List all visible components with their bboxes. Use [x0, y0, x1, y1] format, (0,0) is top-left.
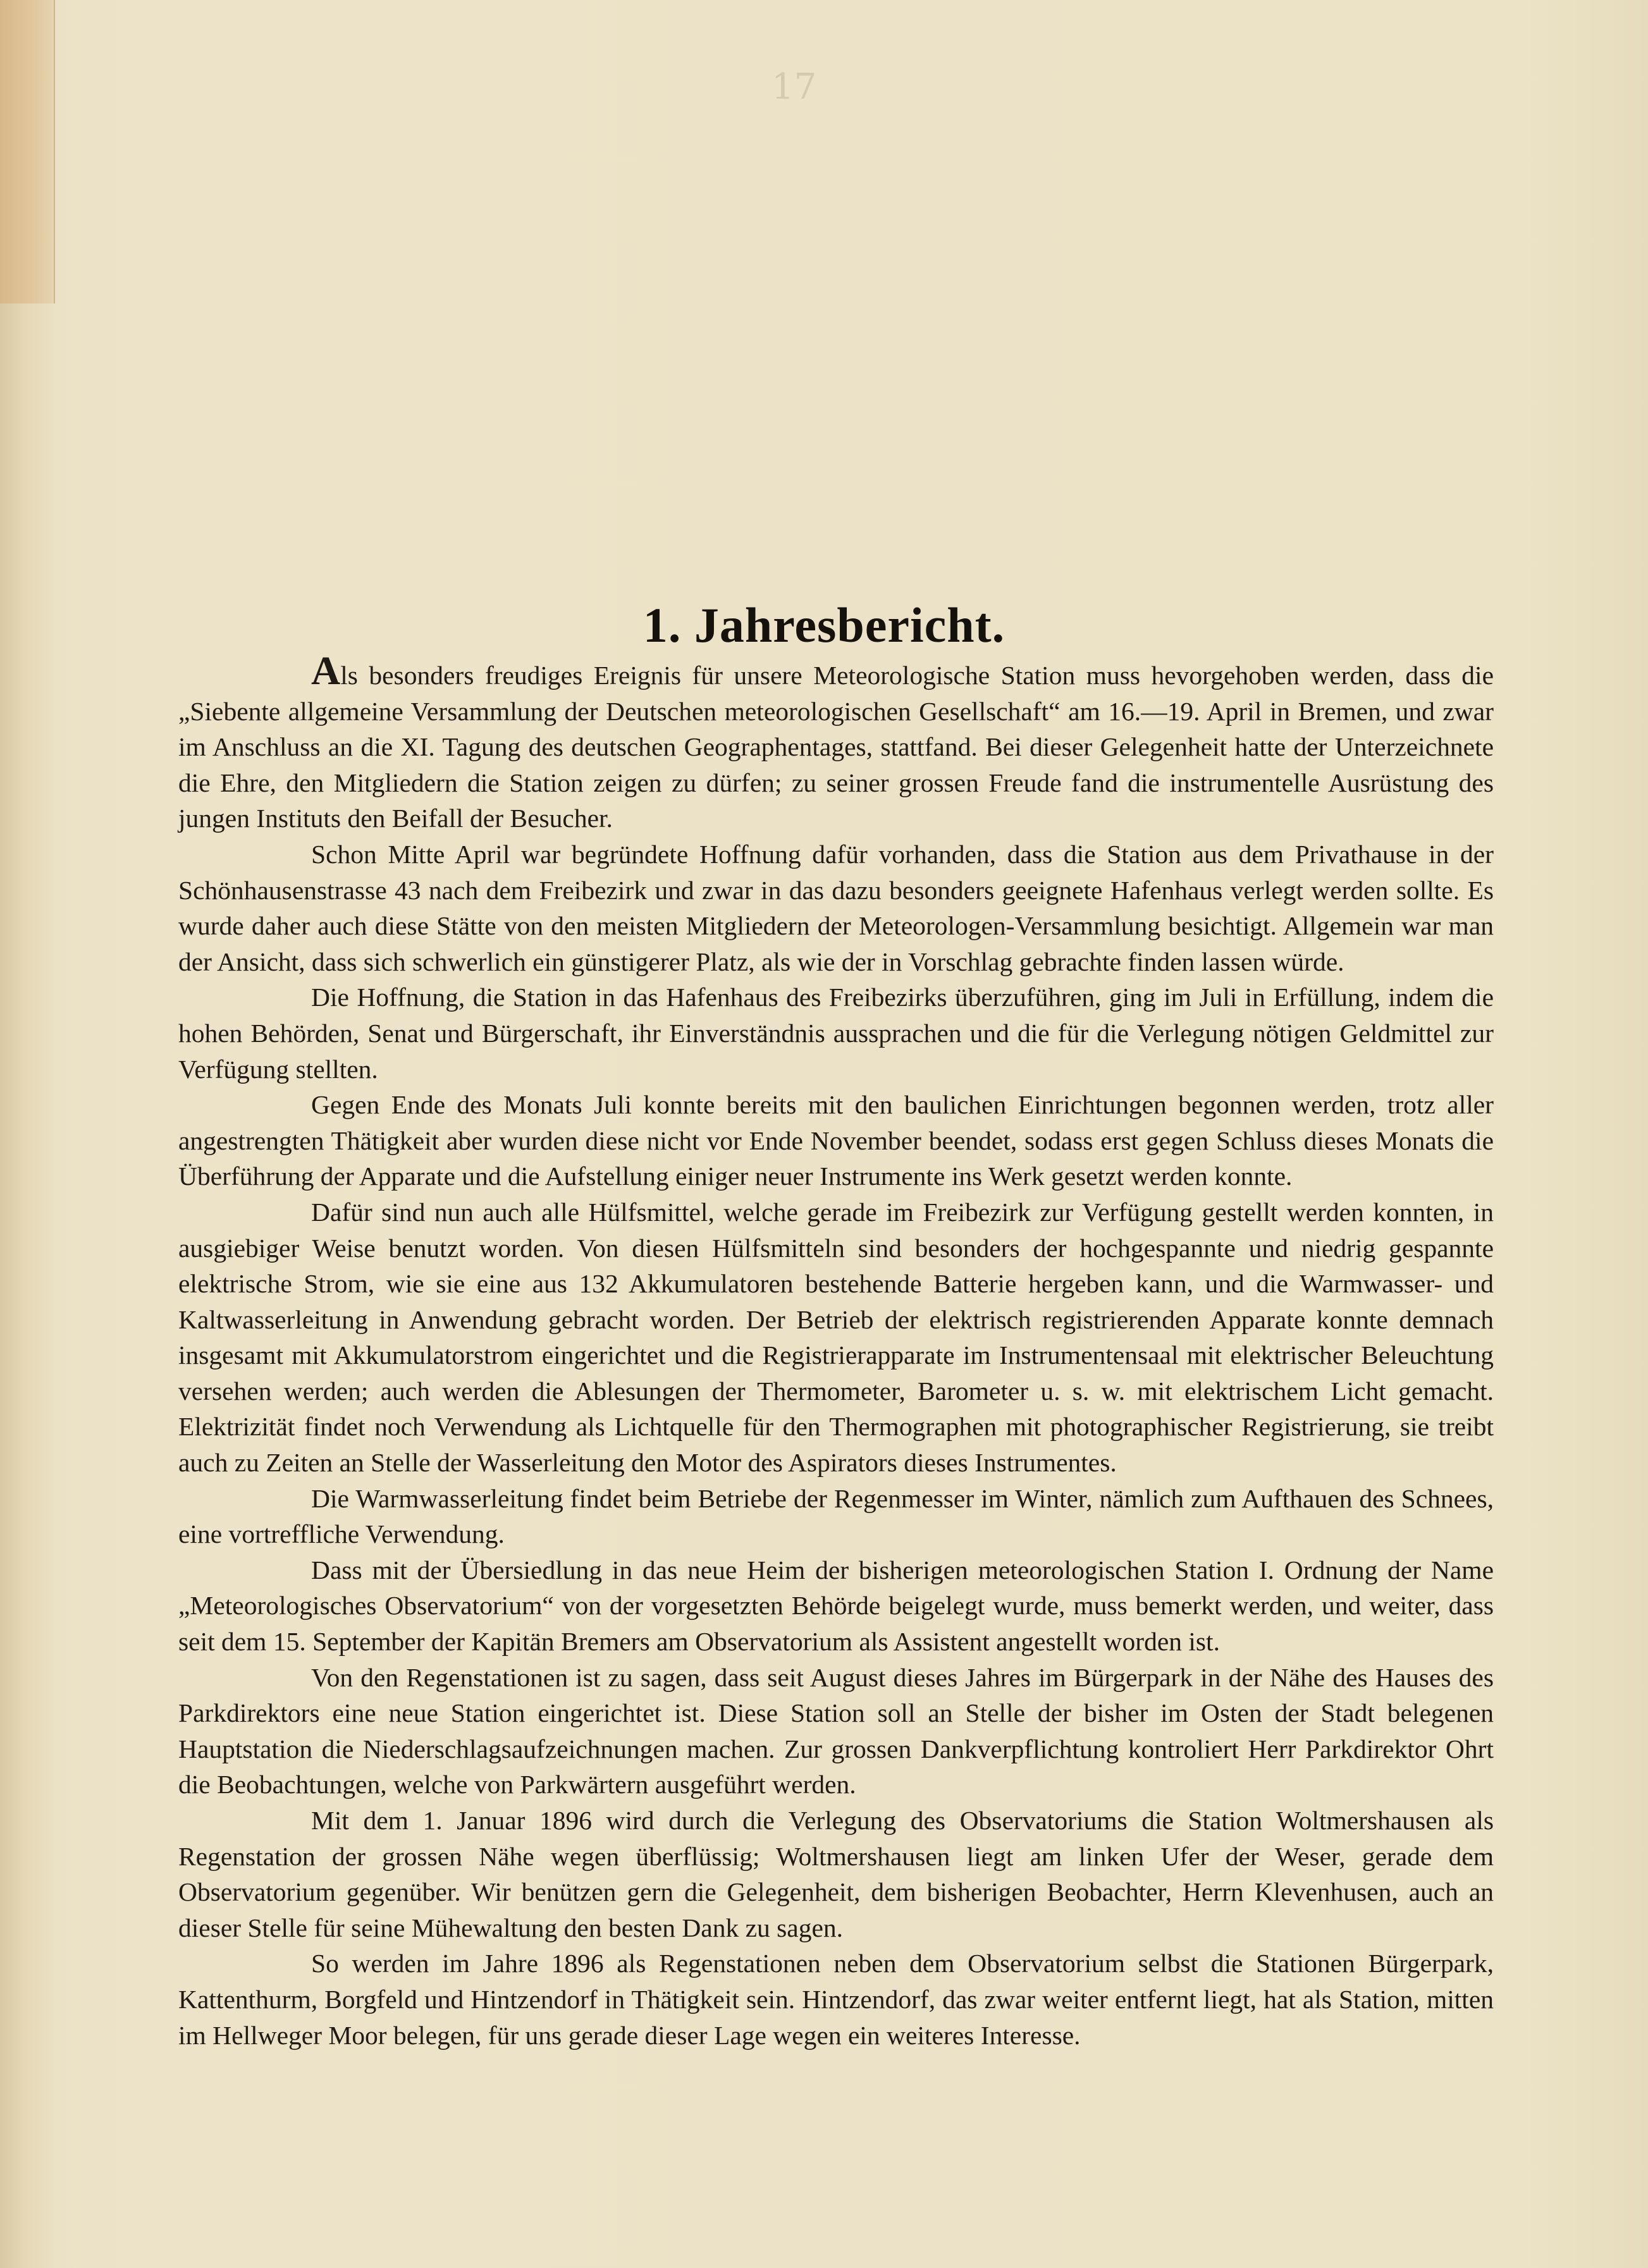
paragraph-1	[178, 648, 1494, 837]
page-title: 1. Jahresbericht.	[643, 598, 1005, 653]
paper-edge-strip	[0, 0, 55, 303]
paragraph-7: Dass mit der Übersiedlung in das neue Heim der bisherigen meteorologischen Station I. Ordnung der Name „Meteorologisches Observatorium“ von der vorgesetzten Behörde beigelegt wurde, muss bemerkt werden, und weiter, dass seit dem 15. September der Kapitän Bremers am Observatorium als Assistent angestellt worden ist.	[178, 1555, 1494, 1657]
paragraph-2: Schon Mitte April war begründete Hoffnung dafür vorhanden, dass die Station aus dem Privathause in der Schönhausenstrasse 43 nach dem Freibezirk und zwar in das dazu besonders geeignete Hafenhaus verlegt werden sollte. Es wurde daher auch diese Stätte von den meisten Mitgliedern der Meteorologen-Versammlung besichtigt. Allgemein war man der Ansicht, dass sich schwerlich ein günstigerer Platz, als wie der in Vorschlag gebrachte finden lassen würde.	[178, 839, 1494, 976]
paragraph-9: Mit dem 1. Januar 1896 wird durch die Verlegung des Observatoriums die Station Woltmershausen als Regenstation der grossen Nähe wegen überflüssig; Woltmershausen liegt am linken Ufer der Weser, gerade dem Observatorium gegenüber. Wir benützen gern die Gelegenheit, dem bisherigen Beobachter, Herrn Klevenhusen, auch an dieser Stelle für seine Mühewaltung den besten Dank zu sagen.	[178, 1806, 1494, 1942]
paragraph-4: Gegen Ende des Monats Juli konnte bereits mit den baulichen Einrichtungen begonnen werden, trotz aller angestrengten Thätigkeit aber wurden diese nicht vor Ende November beendet, sodass erst gegen Schluss dieses Monats die Überführung der Apparate und die Aufstellung einiger neuer Instrumente ins Werk gesetzt werden konnte.	[178, 1090, 1494, 1191]
paragraph-5: Dafür sind nun auch alle Hülfsmittel, welche gerade im Freibezirk zur Verfügung gestellt werden konnten, in ausgiebiger Weise benutzt worden. Von diesen Hülfsmitteln sind besonders der hochgespannte und niedrig gespannte elektrische Strom, wie sie eine aus 132 Akkumulatoren bestehende Batterie hergeben kann, und die Warmwasser- und Kaltwasserleitung in Anwendung gebracht worden. Der Betrieb der elektrisch registrierenden Apparate konnte demnach insgesamt mit Akkumulatorstrom eingerichtet und die Registrierapparate im Instrumentensaal mit elektrischer Beleuchtung versehen werden; auch werden die Ablesungen der Thermometer, Barometer u. s. w. mit elektrischem Licht gemacht. Elektrizität findet noch Verwendung als Lichtquelle für den Thermographen mit photographischer Registrierung, sie treibt auch zu Zeiten an Stelle der Wasserleitung den Motor des Aspirators dieses Instrumentes.	[178, 1197, 1494, 1478]
paragraph-text: ls besonders freudiges Ereignis für unsere Meteorologische Station muss hevorgehoben werden, dass die „Siebente allgemeine Versammlung der Deutschen meteorologischen Gesellschaft“ am 16.—19. April in Bremen, und zwar im Anschluss an die XI. Tagung des deutschen Geographentages, stattfand. Bei dieser Gelegenheit hatte der Unterzeichnete die Ehre, den Mitgliedern die Station zeigen zu dürfen; zu seiner grossen Freude fand die instrumentelle Ausrüstung des jungen Instituts den Beifall der Besucher.	[178, 661, 1494, 833]
faint-page-number: 17	[772, 66, 817, 107]
report-body	[178, 648, 1494, 2053]
paragraph-8: Von den Regenstationen ist zu sagen, dass seit August dieses Jahres im Bürgerpark in der Nähe des Hauses des Parkdirektors eine neue Station eingerichtet ist. Diese Station soll an Stelle der bisher im Osten der Stadt belegenen Hauptstation die Niederschlagsaufzeichnungen machen. Zur grossen Dankverpflichtung kontroliert Herr Parkdirektor Ohrt die Beobachtungen, welche von Parkwärtern ausgeführt werden.	[178, 1662, 1494, 1799]
paragraph-6: Die Warmwasserleitung findet beim Betriebe der Regenmesser im Winter, nämlich zum Aufthauen des Schnees, eine vortreffliche Verwendung.	[178, 1483, 1494, 1549]
dropcap: A	[311, 648, 341, 693]
paragraph-10: So werden im Jahre 1896 als Regenstationen neben dem Observatorium selbst die Stationen Bürgerpark, Kattenthurm, Borgfeld und Hintzendorf in Thätigkeit sein. Hintzendorf, das zwar weiter entfernt liegt, hat als Station, mitten im Hellweger Moor belegen, für uns gerade dieser Lage wegen ein weiteres Interesse.	[178, 1949, 1494, 2050]
paragraph-3: Die Hoffnung, die Station in das Hafenhaus des Freibezirks überzuführen, ging im Juli in Erfüllung, indem die hohen Behörden, Senat und Bürgerschaft, ihr Einverständnis aussprachen und die für die Verlegung nötigen Geldmittel zur Verfügung stellten.	[178, 983, 1494, 1084]
